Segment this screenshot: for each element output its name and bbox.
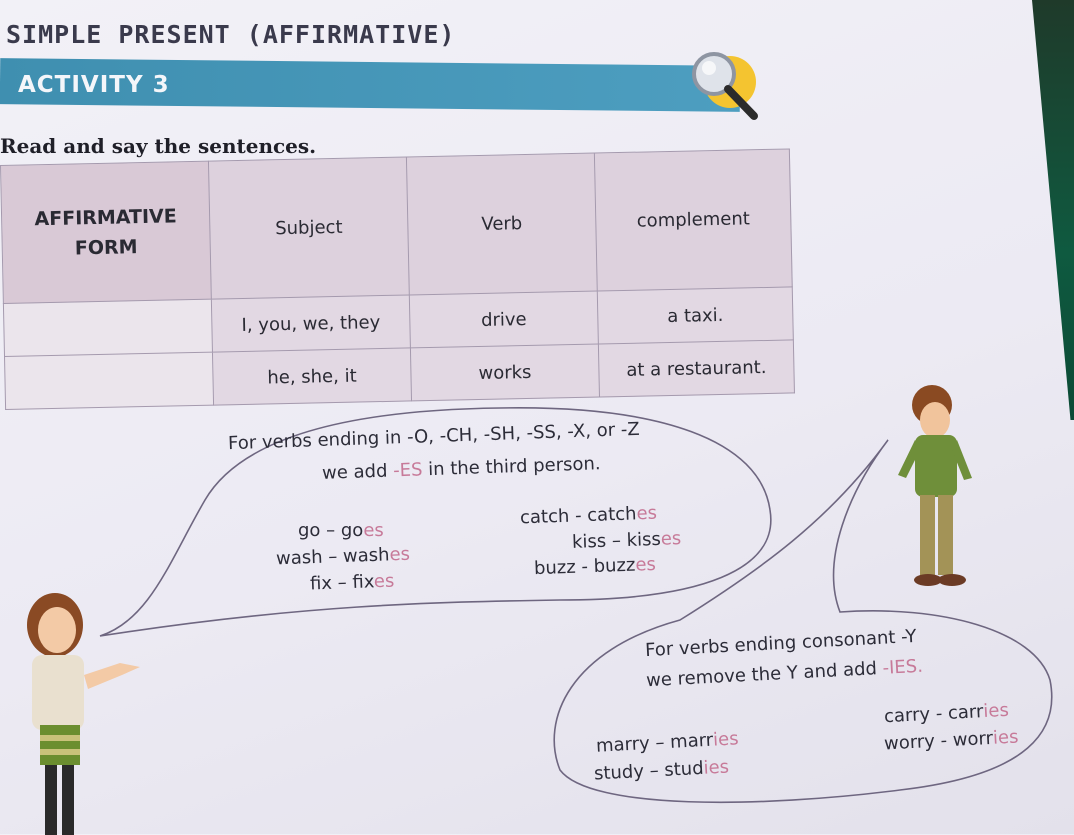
ies-rule-line2: we remove the Y and add -IES. bbox=[645, 655, 924, 692]
form-header: AFFIRMATIVE FORM bbox=[1, 161, 212, 304]
page-title: SIMPLE PRESENT (AFFIRMATIVE) bbox=[6, 20, 456, 49]
example-worry: worry - worries bbox=[883, 726, 1019, 755]
subject-header: Subject bbox=[208, 157, 409, 300]
example-fix: fix – fixes bbox=[309, 570, 395, 595]
verb-cell: drive bbox=[409, 292, 598, 349]
example-kiss: kiss – kisses bbox=[571, 528, 682, 553]
girl-illustration bbox=[0, 585, 160, 835]
subject-cell: he, she, it bbox=[212, 348, 411, 405]
example-go: go – goes bbox=[298, 520, 384, 541]
ies-rule-line1: For verbs ending consonant -Y bbox=[644, 625, 917, 662]
example-catch: catch - catches bbox=[519, 502, 658, 529]
complement-cell: a taxi. bbox=[597, 287, 793, 344]
es-rule-line2: we add -ES in the third person. bbox=[321, 453, 601, 484]
verb-cell: works bbox=[410, 344, 599, 401]
activity-label: ACTIVITY 3 bbox=[18, 72, 170, 98]
verb-header: Verb bbox=[406, 153, 597, 295]
complement-cell: at a restaurant. bbox=[598, 340, 794, 397]
subject-cell: I, you, we, they bbox=[211, 295, 410, 352]
instruction-text: Read and say the sentences. bbox=[0, 134, 317, 158]
example-buzz: buzz - buzzes bbox=[533, 553, 657, 580]
example-carry: carry - carries bbox=[883, 699, 1010, 728]
complement-header: complement bbox=[594, 149, 792, 292]
boy-illustration bbox=[880, 380, 1000, 600]
example-study: study – studies bbox=[593, 756, 730, 785]
es-rule-line1: For verbs ending in -O, -CH, -SH, -SS, -X, or -Z bbox=[227, 418, 641, 455]
example-wash: wash – washes bbox=[275, 543, 411, 570]
example-marry: marry – marries bbox=[595, 728, 740, 757]
